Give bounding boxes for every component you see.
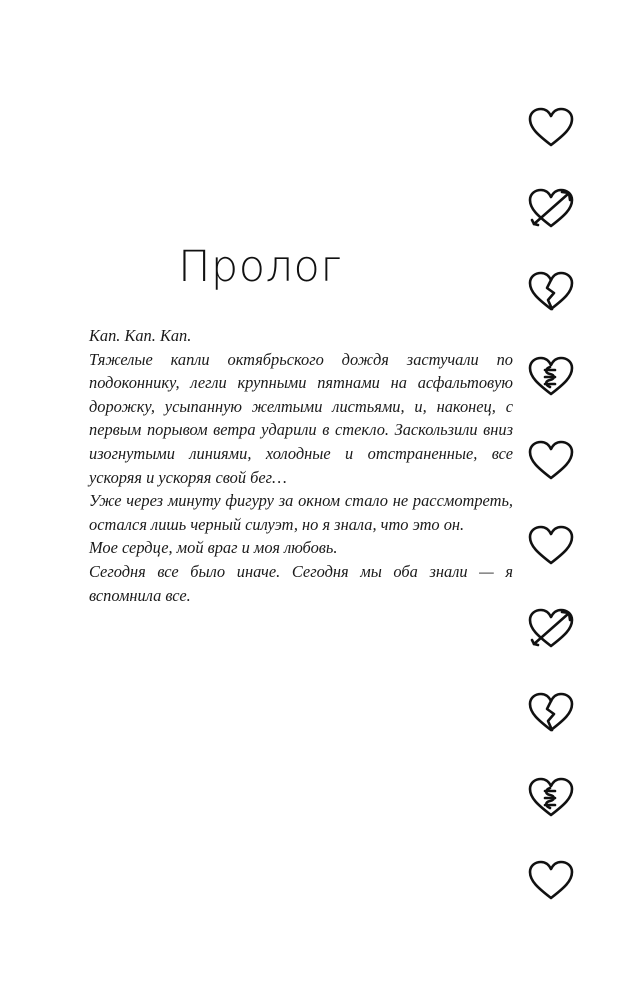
- chapter-title: Пролог: [178, 242, 342, 292]
- heart-outline-icon: [528, 860, 574, 902]
- paragraph-3: Уже через минуту фигуру за окном стало не рассмотреть, остался лишь черный силуэт, но я знала, что это он.: [89, 491, 513, 534]
- paragraph-5: Сегодня все было иначе. Сегодня мы оба знали — я вспомнила все.: [89, 561, 513, 605]
- heart-outline-icon: [528, 440, 574, 482]
- heart-arrow-icon: [528, 188, 574, 230]
- heart-broken-icon: [528, 271, 574, 313]
- heart-broken-icon: [528, 692, 574, 734]
- heart-stitched-icon: [528, 356, 574, 398]
- paragraph-2: Тяжелые капли октябрьского дождя застучали по подоконнику, легли крупными пятнами на асфальтовую дорожку, усыпанную желтыми листьями, и, наконец, с первым порывом ветра ударили в стекло. Заскользили вниз изогнутыми линиями, холодные и отстраненные, все ускоряя и ускоряя свой бег…: [89, 349, 513, 487]
- chapter-text: [89, 324, 513, 607]
- paragraph-1: Кап. Кап. Кап.: [89, 326, 192, 345]
- heart-outline-icon: [528, 525, 574, 567]
- heart-arrow-icon: [528, 608, 574, 650]
- heart-outline-icon: [528, 107, 574, 149]
- heart-stitched-icon: [528, 777, 574, 819]
- paragraph-4: Мое сердце, мой враг и моя любовь.: [89, 538, 338, 558]
